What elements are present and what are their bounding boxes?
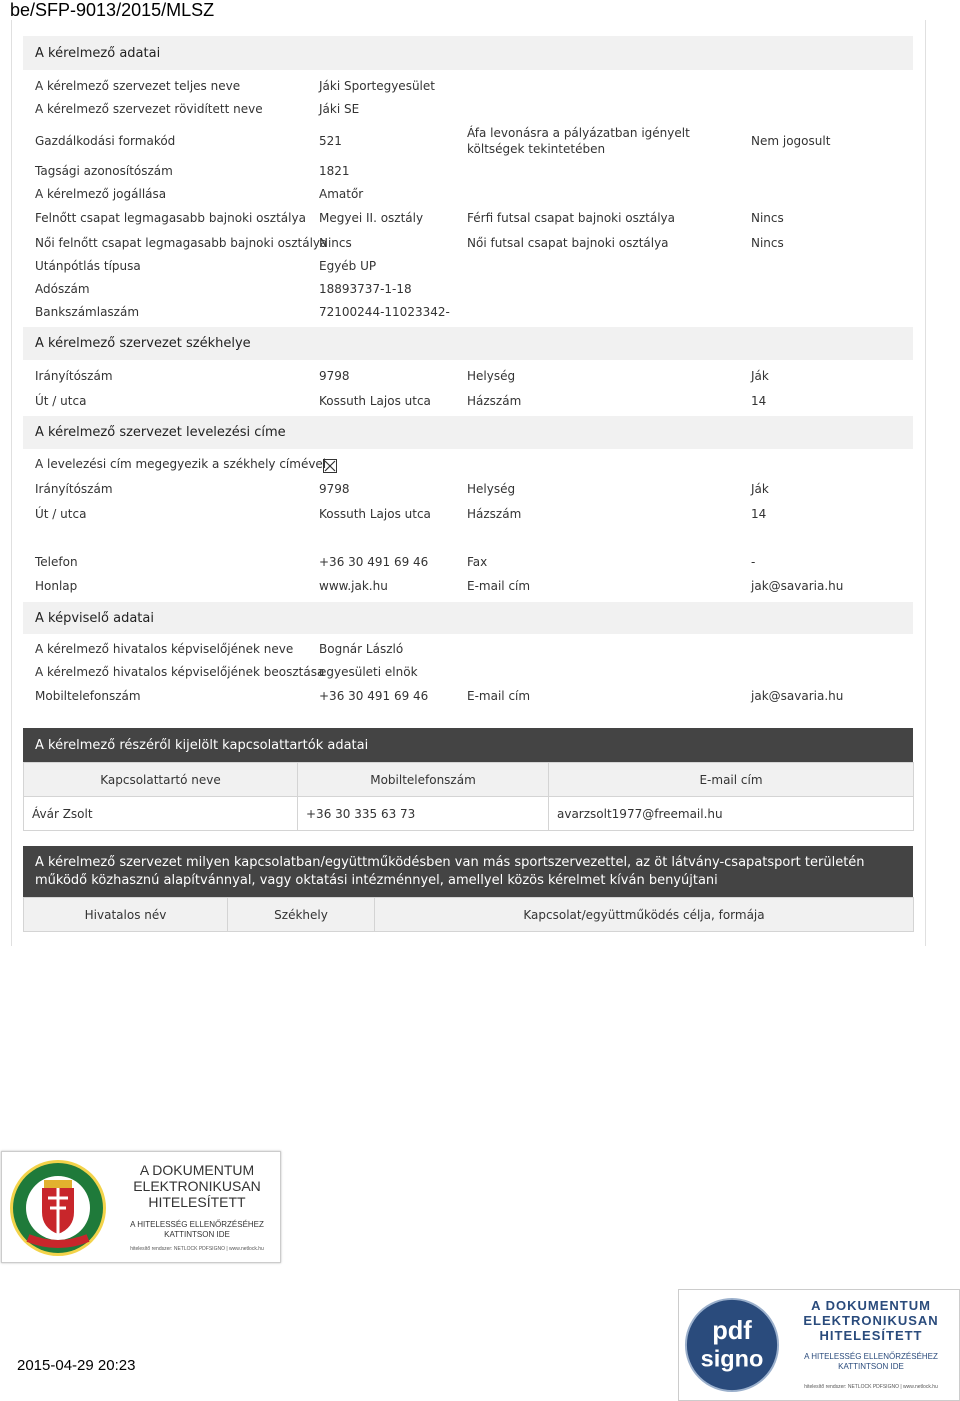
col-header-email: E-mail cím	[549, 763, 914, 797]
label-futsal-women: Női futsal csapat bajnoki osztálya	[467, 236, 669, 250]
label: A kérelmező szervezet rövidített neve	[35, 102, 263, 116]
col-header-seat: Székhely	[228, 898, 375, 932]
section-cooperation-title: A kérelmező szervezet milyen kapcsolatban/együttműködésben van más sportszervezettel, az öt látvány-csapatsport területén működő közhasznú alapítvánnyal, vagy oktatási intézménnyel, amellyel közös kérelmet kíván benyújtani	[23, 846, 913, 897]
value: 72100244-11023342-	[319, 305, 450, 319]
stamp1-line3: HITELESÍTETT	[148, 1194, 246, 1210]
cell-email: avarzsolt1977@freemail.hu	[549, 797, 914, 831]
label: Honlap	[35, 579, 78, 593]
stamp1-line2: ELEKTRONIKUSAN	[133, 1178, 261, 1194]
stamp1-footer: hitelesítő rendszer: NETLOCK PDFSIGNO | www.netlock.hu	[130, 1246, 264, 1252]
value: Megyei II. osztály	[319, 211, 424, 225]
value: egyesületi elnök	[319, 665, 418, 679]
label: Bankszámlaszám	[35, 305, 140, 319]
value-email: jak@savaria.hu	[751, 689, 844, 703]
col-header-purpose: Kapcsolat/együttműködés célja, formája	[375, 898, 914, 932]
label-city: Helység	[467, 369, 516, 383]
value: www.jak.hu	[319, 579, 388, 593]
label: Út / utca	[35, 394, 87, 408]
cooperation-table	[23, 897, 914, 932]
stamp2-sub2: KATTINTSON IDE	[838, 1362, 904, 1371]
value-futsal-women: Nincs	[751, 236, 784, 250]
value: 9798	[319, 369, 350, 383]
label-house: Házszám	[467, 394, 522, 408]
col-header-official-name: Hivatalos név	[24, 898, 228, 932]
pdfsigno-logo-icon	[683, 1296, 781, 1394]
label: Mobiltelefonszám	[35, 689, 141, 703]
value: 9798	[319, 482, 350, 496]
label: Telefon	[35, 555, 78, 569]
label: Gazdálkodási formakód	[35, 134, 176, 148]
label: Adószám	[35, 282, 90, 296]
value-fax: -	[751, 555, 756, 569]
label: Utánpótlás típusa	[35, 259, 141, 273]
table-header-row	[24, 763, 914, 797]
stamp1-sub1: A HITELESSÉG ELLENŐRZÉSÉHEZ	[130, 1220, 264, 1229]
label-fax: Fax	[467, 555, 488, 569]
contacts-table	[23, 762, 914, 831]
label: Női felnőtt csapat legmagasabb bajnoki osztálya	[35, 236, 328, 250]
value-city: Ják	[751, 482, 769, 496]
authentication-stamp-mlsz[interactable]	[1, 1151, 281, 1263]
stamp2-footer: hitelesítő rendszer: NETLOCK PDFSIGNO | www.netlock.hu	[804, 1384, 938, 1390]
cell-name: Ávár Zsolt	[24, 797, 298, 831]
value: 1821	[319, 164, 350, 178]
label: Felnőtt csapat legmagasabb bajnoki osztálya	[35, 211, 306, 225]
table-row	[24, 797, 914, 831]
stamp2-line2: ELEKTRONIKUSAN	[803, 1313, 939, 1328]
label-house: Házszám	[467, 507, 522, 521]
table-header-row	[24, 898, 914, 932]
value: 18893737-1-18	[319, 282, 412, 296]
label: A kérelmező hivatalos képviselőjének beosztása	[35, 665, 325, 679]
label-email: E-mail cím	[467, 579, 531, 593]
value-email: jak@savaria.hu	[751, 579, 844, 593]
stamp2-line3: HITELESÍTETT	[819, 1328, 923, 1343]
label: A levelezési cím megegyezik a székhely címével	[35, 457, 327, 471]
label-email: E-mail cím	[467, 689, 531, 703]
timestamp: 2015-04-29 20:23	[17, 1357, 136, 1374]
label-vat: Áfa levonásra a pályázatban igényelt költségek tekintetében	[467, 126, 690, 156]
value: Kossuth Lajos utca	[319, 394, 431, 408]
mlsz-seal-icon	[8, 1158, 108, 1258]
value-house: 14	[751, 507, 767, 521]
document-id: be/SFP-9013/2015/MLSZ	[10, 0, 215, 20]
label: A kérelmező szervezet teljes neve	[35, 79, 241, 93]
label-futsal-men: Férfi futsal csapat bajnoki osztálya	[467, 211, 676, 225]
same-address-checkbox[interactable]	[323, 458, 337, 473]
checkmark-icon	[324, 460, 336, 472]
value: Egyéb UP	[319, 259, 377, 273]
value-futsal-men: Nincs	[751, 211, 784, 225]
label: Irányítószám	[35, 482, 113, 496]
value: +36 30 491 69 46	[319, 555, 429, 569]
value-vat: Nem jogosult	[751, 134, 831, 148]
stamp1-sub2: KATTINTSON IDE	[164, 1230, 230, 1239]
svg-text:signo: signo	[700, 1345, 764, 1372]
svg-text:pdf: pdf	[712, 1317, 752, 1346]
value: Amatőr	[319, 187, 364, 201]
label: Irányítószám	[35, 369, 113, 383]
stamp1-line1: A DOKUMENTUM	[139, 1162, 255, 1178]
label: Tagsági azonosítószám	[35, 164, 173, 178]
col-header-name: Kapcsolattartó neve	[24, 763, 298, 797]
section-applicant-title: A kérelmező adatai	[23, 36, 913, 70]
stamp2-sub1: A HITELESSÉG ELLENŐRZÉSÉHEZ	[804, 1352, 938, 1361]
section-mailing-title: A kérelmező szervezet levelezési címe	[23, 416, 913, 449]
value: Nincs	[319, 236, 352, 250]
cell-mobile: +36 30 335 63 73	[298, 797, 549, 831]
section-seat-title: A kérelmező szervezet székhelye	[23, 327, 913, 360]
value-city: Ják	[751, 369, 769, 383]
value-house: 14	[751, 394, 767, 408]
value: Kossuth Lajos utca	[319, 507, 431, 521]
section-representative-title: A képviselő adatai	[23, 602, 913, 634]
col-header-mobile: Mobiltelefonszám	[298, 763, 549, 797]
value: 521	[319, 134, 342, 148]
stamp2-line1: A DOKUMENTUM	[811, 1298, 931, 1313]
value: +36 30 491 69 46	[319, 689, 429, 703]
value: Bognár László	[319, 642, 404, 656]
value: Jáki SE	[319, 102, 360, 116]
label: Út / utca	[35, 507, 87, 521]
label: A kérelmező hivatalos képviselőjének neve	[35, 642, 294, 656]
authentication-stamp-pdfsigno[interactable]	[678, 1289, 960, 1401]
label-city: Helység	[467, 482, 516, 496]
label: A kérelmező jogállása	[35, 187, 167, 201]
section-contacts-title: A kérelmező részéről kijelölt kapcsolattartók adatai	[23, 728, 913, 762]
value: Jáki Sportegyesület	[319, 79, 435, 93]
